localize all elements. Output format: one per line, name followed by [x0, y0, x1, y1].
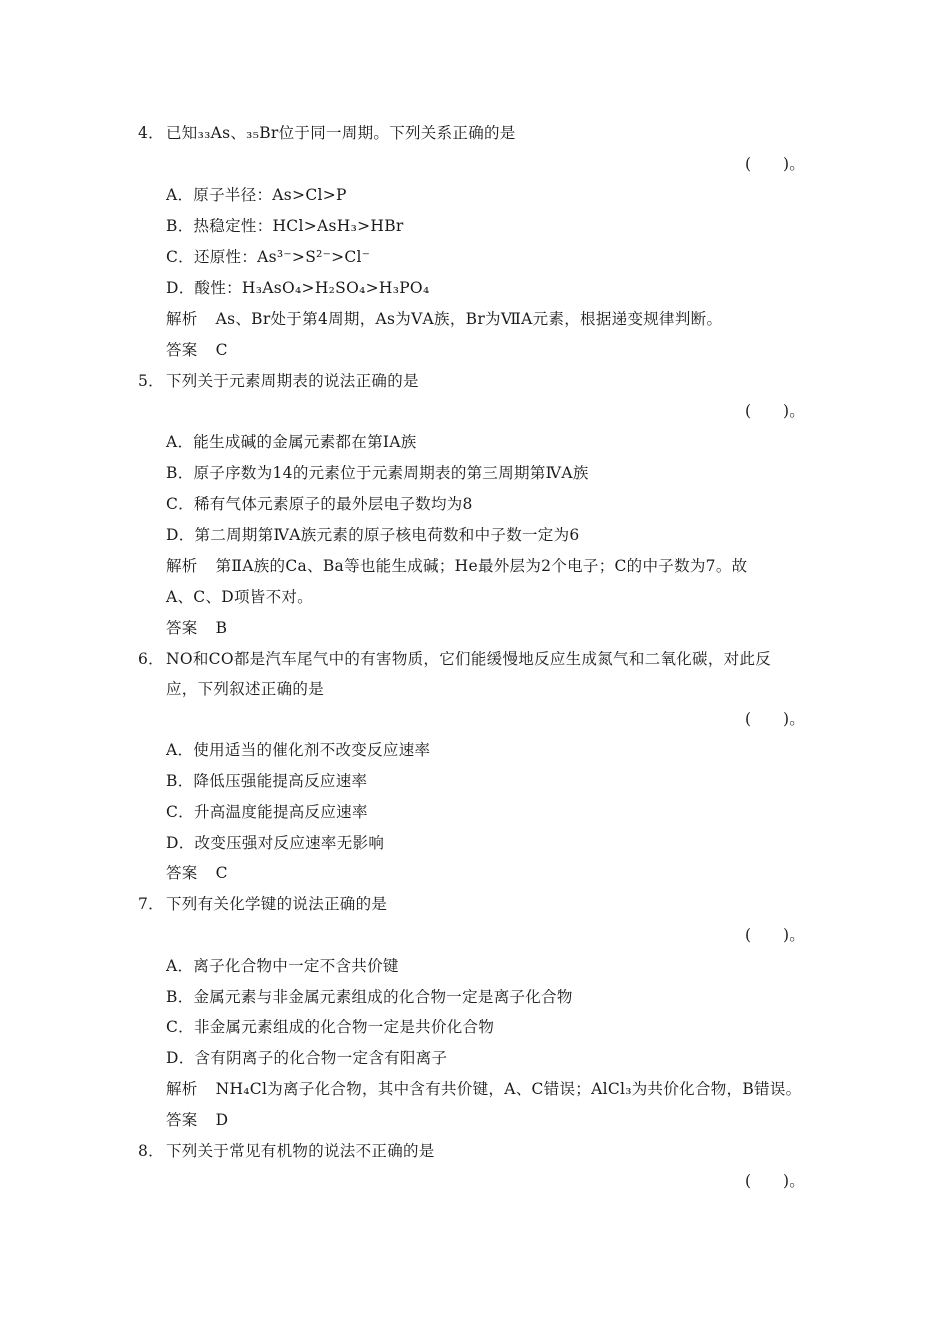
- question-7-answer-bracket: ( )。: [745, 926, 806, 944]
- answer-label: 答案: [166, 864, 198, 882]
- answer-value: C: [215, 341, 228, 359]
- question-7-option-d: D．含有阴离子的化合物一定含有阳离子: [166, 1049, 448, 1067]
- analysis-text: 第ⅡA族的Ca、Ba等也能生成碱；He最外层为2个电子；C的中子数为7。故: [215, 557, 748, 575]
- analysis-label: 解析: [166, 557, 198, 575]
- answer-value: B: [215, 619, 228, 637]
- answer-value: C: [215, 864, 228, 882]
- question-7-analysis: [166, 1078, 801, 1100]
- question-6-option-d: D．改变压强对反应速率无影响: [166, 834, 385, 852]
- question-7-number: 7．: [138, 895, 164, 913]
- question-8-stem: 下列关于常见有机物的说法不正确的是: [166, 1142, 435, 1160]
- question-5-stem: 下列关于元素周期表的说法正确的是: [166, 372, 419, 390]
- question-4-stem: 已知₃₃As、₃₅Br位于同一周期。下列关系正确的是: [166, 124, 516, 142]
- question-4-analysis: [166, 308, 722, 330]
- answer-label: 答案: [166, 1111, 198, 1129]
- question-6-number: 6．: [138, 650, 164, 668]
- analysis-text: NH₄Cl为离子化合物，其中含有共价键，A、C错误；AlCl₃为共价化合物，B错误。: [215, 1080, 802, 1098]
- question-4-number: 4．: [138, 124, 164, 142]
- question-4-answer-bracket: ( )。: [745, 155, 806, 173]
- question-6-stem: NO和CO都是汽车尾气中的有害物质，它们能缓慢地反应生成氮气和二氧化碳，对此反: [166, 650, 772, 668]
- question-5-option-c: C．稀有气体元素原子的最外层电子数均为8: [166, 495, 473, 513]
- question-7-option-b: B．金属元素与非金属元素组成的化合物一定是离子化合物: [166, 988, 573, 1006]
- analysis-text: As、Br处于第4周期，As为ⅤA族，Br为ⅦA元素，根据递变规律判断。: [215, 310, 723, 328]
- question-5-option-d: D．第二周期第ⅣA族元素的原子核电荷数和中子数一定为6: [166, 526, 580, 544]
- question-7-stem: 下列有关化学键的说法正确的是: [166, 895, 388, 913]
- answer-value: D: [215, 1111, 229, 1129]
- question-4-option-b: B．热稳定性：HCl>AsH₃>HBr: [166, 217, 404, 235]
- question-6-option-a: A．使用适当的催化剂不改变反应速率: [166, 741, 431, 759]
- question-6-answer-bracket: ( )。: [745, 710, 806, 728]
- answer-label: 答案: [166, 341, 198, 359]
- question-6-stem-continued: 应，下列叙述正确的是: [166, 680, 325, 698]
- analysis-label: 解析: [166, 310, 198, 328]
- question-5-analysis: [166, 555, 747, 577]
- question-7-option-c: C．非金属元素组成的化合物一定是共价化合物: [166, 1018, 495, 1036]
- question-4-option-d: D．酸性：H₃AsO₄>H₂SO₄>H₃PO₄: [166, 279, 430, 297]
- question-8-number: 8．: [138, 1142, 164, 1160]
- analysis-label: 解析: [166, 1080, 198, 1098]
- question-6-option-c: C．升高温度能提高反应速率: [166, 803, 368, 821]
- question-8-answer-bracket: ( )。: [745, 1172, 806, 1190]
- question-5-answer: [166, 617, 227, 639]
- question-7-option-a: A．离子化合物中一定不含共价键: [166, 957, 399, 975]
- question-5-option-a: A．能生成碱的金属元素都在第ⅠA族: [166, 433, 417, 451]
- question-5-answer-bracket: ( )。: [745, 402, 806, 420]
- question-4-option-a: A．原子半径：As>Cl>P: [166, 186, 347, 204]
- question-5-number: 5．: [138, 372, 164, 390]
- question-5-option-b: B．原子序数为14的元素位于元素周期表的第三周期第ⅣA族: [166, 464, 589, 482]
- question-6-option-b: B．降低压强能提高反应速率: [166, 772, 368, 790]
- question-5-analysis-continued: A、C、D项皆不对。: [166, 588, 313, 606]
- question-4-answer: [166, 339, 228, 361]
- answer-label: 答案: [166, 619, 198, 637]
- question-6-answer: [166, 862, 228, 884]
- question-7-answer: [166, 1109, 228, 1131]
- question-4-option-c: C．还原性：As³⁻>S²⁻>Cl⁻: [166, 248, 371, 266]
